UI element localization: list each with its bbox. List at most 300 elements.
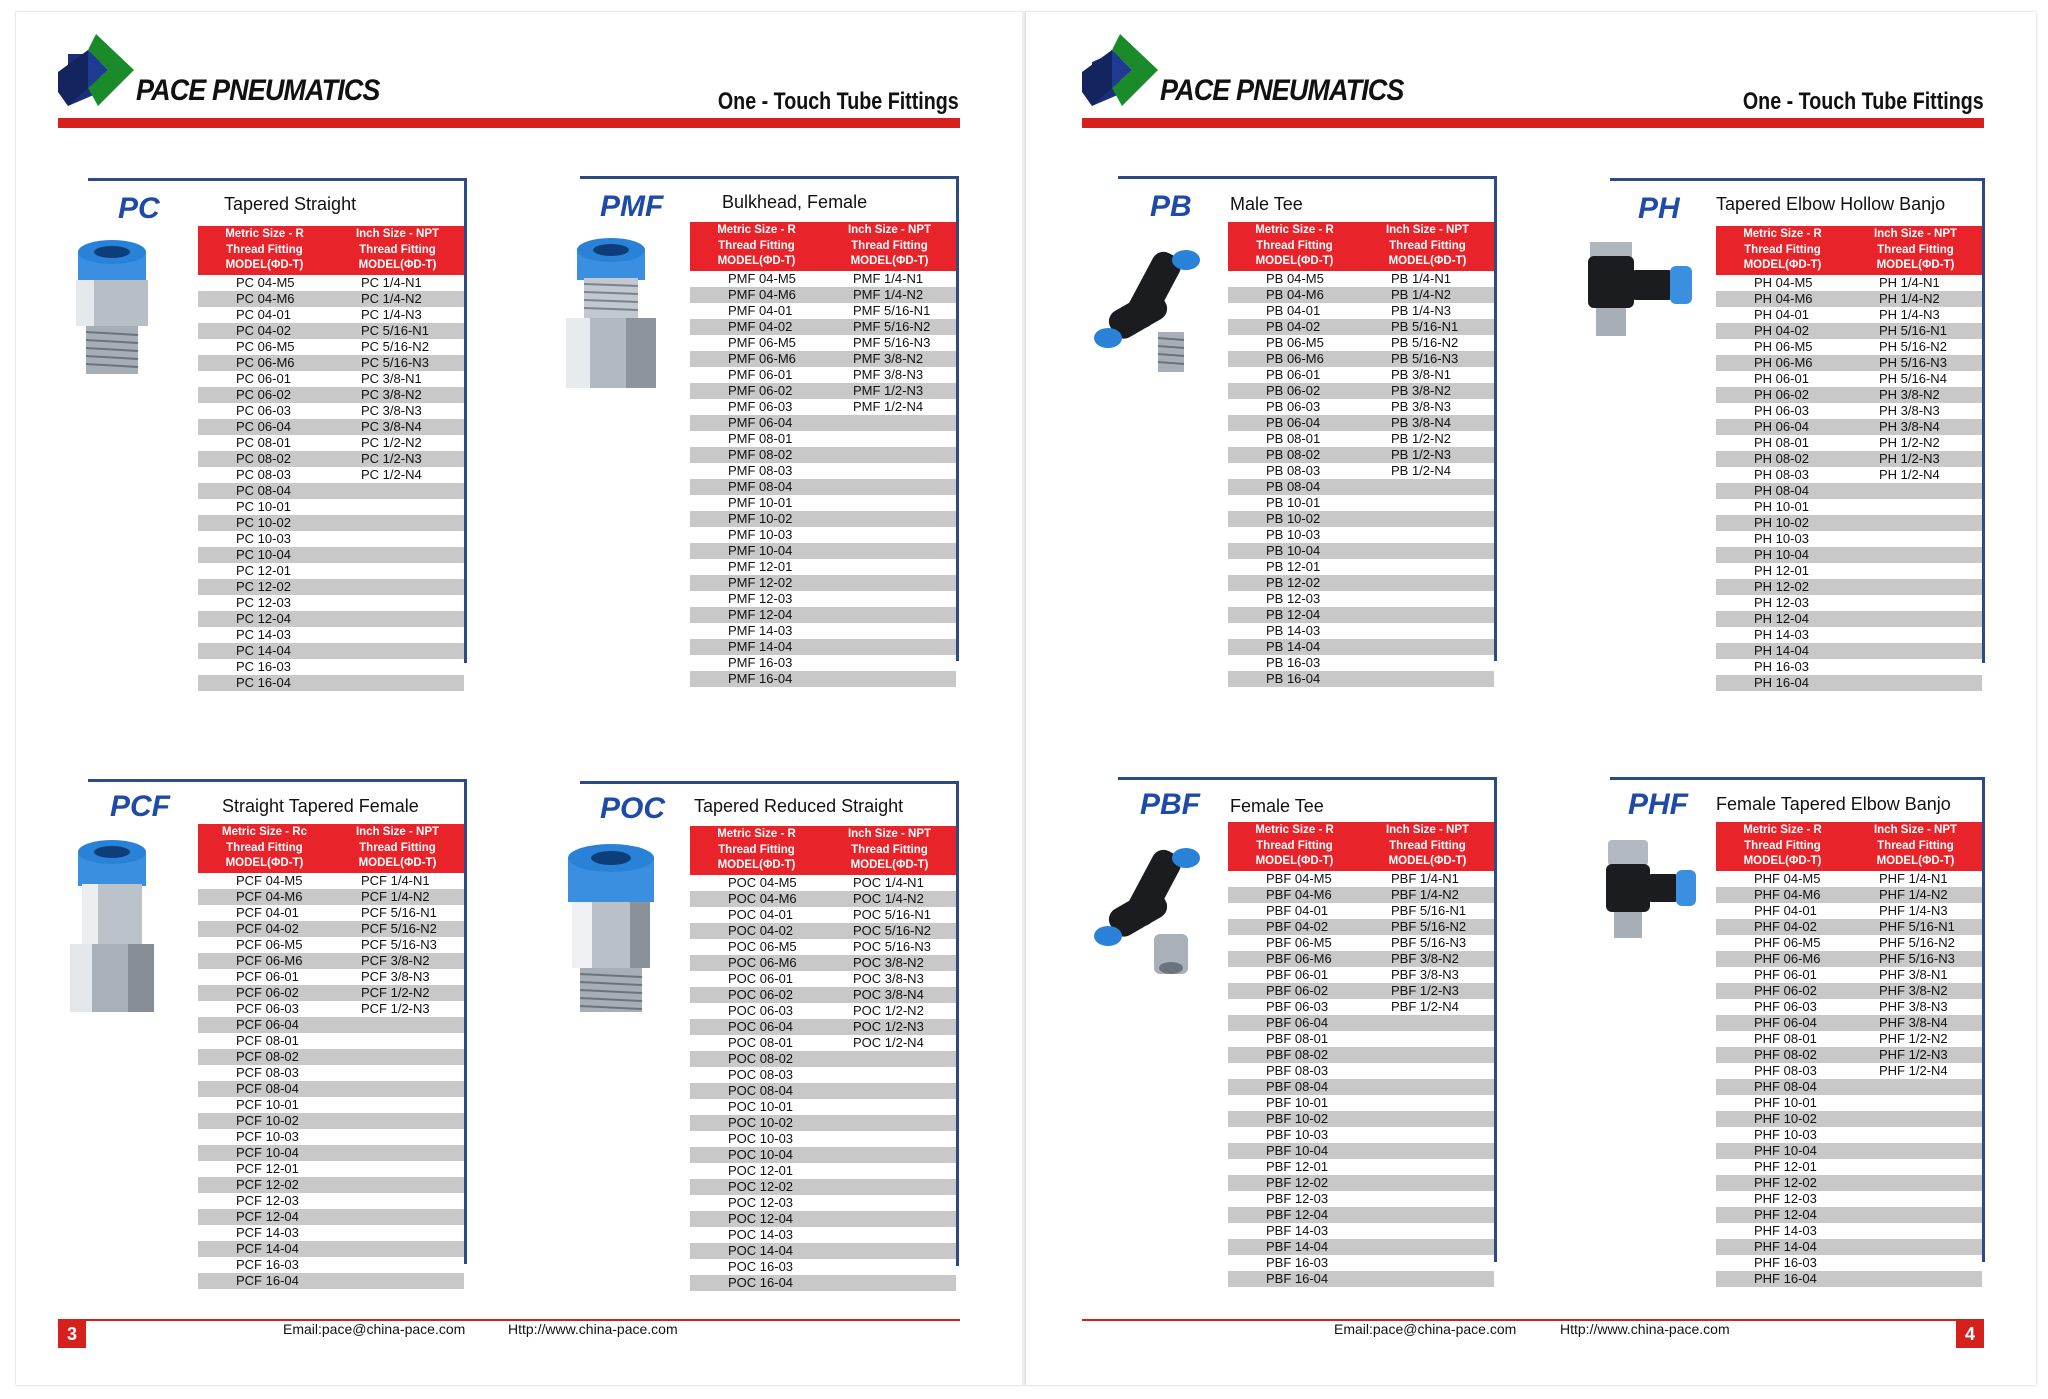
page-number-left: 3 xyxy=(58,1320,86,1348)
metric-model-cell: PB 04-M6 xyxy=(1228,287,1361,303)
inch-model-cell: PC 1/4-N3 xyxy=(331,307,464,323)
metric-model-cell: PH 16-03 xyxy=(1716,659,1849,675)
inch-model-cell: PCF 3/8-N2 xyxy=(331,953,464,969)
metric-model-cell: PH 08-02 xyxy=(1716,451,1849,467)
table-row xyxy=(1716,579,1982,595)
table-row xyxy=(198,627,464,643)
metric-model-cell: PHF 04-02 xyxy=(1716,919,1849,935)
empty-cell xyxy=(1361,1191,1494,1207)
metric-model-cell: PB 06-01 xyxy=(1228,367,1361,383)
metric-model-cell: PB 14-03 xyxy=(1228,623,1361,639)
table-row xyxy=(690,607,956,623)
metric-model-cell: PHF 08-01 xyxy=(1716,1031,1849,1047)
metric-model-cell: PC 04-M6 xyxy=(198,291,331,307)
table-row xyxy=(1228,527,1494,543)
inch-model-cell: PC 3/8-N1 xyxy=(331,371,464,387)
table-row xyxy=(198,323,464,339)
metric-model-cell: PBF 08-03 xyxy=(1228,1063,1361,1079)
empty-cell xyxy=(1849,1223,1982,1239)
empty-cell xyxy=(823,655,956,671)
empty-cell xyxy=(1361,1063,1494,1079)
header-line: MODEL(ΦD-T) xyxy=(1876,259,1955,271)
metric-model-cell: PBF 06-01 xyxy=(1228,967,1361,983)
table-row xyxy=(1228,1175,1494,1191)
metric-model-cell: PMF 12-01 xyxy=(690,559,823,575)
metric-model-cell: PHF 08-03 xyxy=(1716,1063,1849,1079)
table-row xyxy=(690,923,956,939)
metric-model-cell: PCF 12-04 xyxy=(198,1209,331,1225)
empty-cell xyxy=(1849,531,1982,547)
metric-model-cell: PH 08-03 xyxy=(1716,467,1849,483)
female-elbow-banjo-fitting-icon xyxy=(1600,836,1700,951)
metric-model-cell: PC 12-03 xyxy=(198,595,331,611)
metric-model-cell: PB 16-04 xyxy=(1228,671,1361,687)
empty-cell xyxy=(1361,527,1494,543)
header-line: Thread Fitting xyxy=(1256,839,1333,852)
metric-model-cell: PC 06-01 xyxy=(198,371,331,387)
metric-model-cell: PCF 14-04 xyxy=(198,1241,331,1257)
empty-cell xyxy=(1361,1031,1494,1047)
metric-model-cell: PB 12-04 xyxy=(1228,607,1361,623)
empty-cell xyxy=(331,1177,464,1193)
table-row xyxy=(690,543,956,559)
inch-model-cell: PC 3/8-N2 xyxy=(331,387,464,403)
section-code: PHF xyxy=(1628,788,1688,821)
table-row xyxy=(1716,1111,1982,1127)
table-row xyxy=(1228,511,1494,527)
metric-model-cell: PC 08-02 xyxy=(198,451,331,467)
inch-model-cell: PB 3/8-N3 xyxy=(1361,399,1494,415)
metric-model-cell: PHF 12-02 xyxy=(1716,1175,1849,1191)
empty-cell xyxy=(331,1033,464,1049)
section-title: Tapered Reduced Straight xyxy=(694,796,904,816)
table-row xyxy=(1228,655,1494,671)
empty-cell xyxy=(1361,1047,1494,1063)
header-line: MODEL(ΦD-T) xyxy=(1388,855,1467,867)
table-row xyxy=(690,1243,956,1259)
inch-model-cell: PBF 1/4-N1 xyxy=(1361,871,1494,887)
metric-model-cell: POC 08-01 xyxy=(690,1035,823,1051)
header-line: Metric Size - R xyxy=(1743,824,1822,836)
header-line: Thread Fitting xyxy=(718,843,795,856)
header-line: Thread Fitting xyxy=(226,841,303,854)
metric-model-cell: PCF 08-02 xyxy=(198,1049,331,1065)
metric-model-cell: PCF 06-01 xyxy=(198,969,331,985)
inch-model-cell: PH 1/2-N3 xyxy=(1849,451,1982,467)
metric-model-cell: PBF 12-01 xyxy=(1228,1159,1361,1175)
empty-cell xyxy=(823,591,956,607)
table-row xyxy=(198,675,464,691)
metric-model-cell: PH 10-04 xyxy=(1716,547,1849,563)
header-title-right: One - Touch Tube Fittings xyxy=(1743,88,1984,115)
header-red-bar-right xyxy=(1082,118,1984,128)
table-row xyxy=(1716,1031,1982,1047)
table-row xyxy=(690,987,956,1003)
metric-model-cell: PH 06-02 xyxy=(1716,387,1849,403)
empty-cell xyxy=(1849,1175,1982,1191)
empty-cell xyxy=(1361,623,1494,639)
section-code: PMF xyxy=(600,190,664,223)
empty-cell xyxy=(331,499,464,515)
header-line: Metric Size - R xyxy=(1255,224,1334,236)
header-line: Thread Fitting xyxy=(1744,839,1821,852)
table-row xyxy=(1716,1223,1982,1239)
inch-model-cell: PB 3/8-N2 xyxy=(1361,383,1494,399)
table-row xyxy=(1716,1015,1982,1031)
empty-cell xyxy=(331,659,464,675)
inch-model-cell: PBF 3/8-N2 xyxy=(1361,951,1494,967)
metric-model-cell: PC 14-03 xyxy=(198,627,331,643)
inch-header xyxy=(823,222,956,271)
table-row xyxy=(1716,1159,1982,1175)
metric-model-cell: PC 06-02 xyxy=(198,387,331,403)
metric-model-cell: PMF 06-02 xyxy=(690,383,823,399)
empty-cell xyxy=(1849,499,1982,515)
metric-model-cell: POC 08-04 xyxy=(690,1083,823,1099)
empty-cell xyxy=(823,1067,956,1083)
inch-model-cell: PB 1/4-N2 xyxy=(1361,287,1494,303)
table-row xyxy=(1716,403,1982,419)
inch-model-cell: PH 3/8-N3 xyxy=(1849,403,1982,419)
table-row xyxy=(1228,1255,1494,1271)
metric-model-cell: PB 10-03 xyxy=(1228,527,1361,543)
metric-header xyxy=(198,824,331,873)
header-line: Thread Fitting xyxy=(359,243,436,256)
empty-cell xyxy=(331,1081,464,1097)
metric-model-cell: PCF 04-02 xyxy=(198,921,331,937)
empty-cell xyxy=(1849,1191,1982,1207)
inch-model-cell: PBF 3/8-N3 xyxy=(1361,967,1494,983)
table-row xyxy=(690,351,956,367)
inch-model-cell: PCF 5/16-N1 xyxy=(331,905,464,921)
empty-cell xyxy=(1361,511,1494,527)
empty-cell xyxy=(331,611,464,627)
table-row xyxy=(1716,1047,1982,1063)
table-row xyxy=(1716,1063,1982,1079)
inch-model-cell: PH 1/2-N4 xyxy=(1849,467,1982,483)
empty-cell xyxy=(823,1147,956,1163)
metric-model-cell: PC 04-M5 xyxy=(198,275,331,291)
metric-model-cell: PB 14-04 xyxy=(1228,639,1361,655)
table-row xyxy=(1228,383,1494,399)
metric-model-cell: PCF 16-03 xyxy=(198,1257,331,1273)
table-row xyxy=(1716,595,1982,611)
table-row xyxy=(198,435,464,451)
footer-email-left[interactable]: Email:pace@china-pace.com xyxy=(283,1321,466,1337)
inch-model-cell: PCF 1/2-N2 xyxy=(331,985,464,1001)
table-row xyxy=(198,1273,464,1289)
table-row xyxy=(1716,935,1982,951)
table-row xyxy=(198,1017,464,1033)
footer-email-right[interactable]: Email:pace@china-pace.com xyxy=(1334,1321,1517,1337)
metric-model-cell: PMF 08-04 xyxy=(690,479,823,495)
metric-model-cell: PC 04-01 xyxy=(198,307,331,323)
empty-cell xyxy=(1361,495,1494,511)
inch-model-cell: PC 5/16-N3 xyxy=(331,355,464,371)
table-row xyxy=(690,1067,956,1083)
model-table xyxy=(1716,822,1982,1287)
header-line: Inch Size - NPT xyxy=(1385,824,1470,836)
inch-model-cell: POC 1/4-N1 xyxy=(823,875,956,891)
metric-model-cell: PH 06-04 xyxy=(1716,419,1849,435)
inch-model-cell: PC 1/4-N2 xyxy=(331,291,464,307)
inch-model-cell: PB 5/16-N2 xyxy=(1361,335,1494,351)
metric-model-cell: PH 06-M6 xyxy=(1716,355,1849,371)
metric-model-cell: PHF 08-04 xyxy=(1716,1079,1849,1095)
inch-model-cell: PB 1/2-N2 xyxy=(1361,431,1494,447)
header-line: MODEL(ΦD-T) xyxy=(1388,255,1467,267)
table-row xyxy=(198,355,464,371)
empty-cell xyxy=(1849,1239,1982,1255)
footer-line-right xyxy=(1082,1319,1984,1321)
header-line: MODEL(ΦD-T) xyxy=(850,255,929,267)
metric-model-cell: PMF 06-M6 xyxy=(690,351,823,367)
metric-model-cell: PB 12-03 xyxy=(1228,591,1361,607)
metric-model-cell: PBF 04-M5 xyxy=(1228,871,1361,887)
metric-model-cell: POC 16-04 xyxy=(690,1275,823,1291)
bulkhead-fitting-icon xyxy=(556,234,666,409)
metric-model-cell: PHF 04-01 xyxy=(1716,903,1849,919)
table-row xyxy=(690,1211,956,1227)
header-line: Thread Fitting xyxy=(851,843,928,856)
empty-cell xyxy=(331,1273,464,1289)
metric-model-cell: PCF 06-03 xyxy=(198,1001,331,1017)
metric-model-cell: PMF 06-01 xyxy=(690,367,823,383)
empty-cell xyxy=(331,675,464,691)
metric-model-cell: PCF 10-03 xyxy=(198,1129,331,1145)
table-row xyxy=(1228,303,1494,319)
header-line: MODEL(ΦD-T) xyxy=(358,259,437,271)
table-row xyxy=(1228,559,1494,575)
table-row xyxy=(690,655,956,671)
empty-cell xyxy=(1361,479,1494,495)
metric-model-cell: PMF 16-04 xyxy=(690,671,823,687)
metric-model-cell: PB 06-02 xyxy=(1228,383,1361,399)
inch-model-cell: PB 5/16-N1 xyxy=(1361,319,1494,335)
inch-model-cell: PHF 3/8-N4 xyxy=(1849,1015,1982,1031)
table-row xyxy=(198,403,464,419)
metric-model-cell: PHF 12-03 xyxy=(1716,1191,1849,1207)
metric-model-cell: PBF 16-03 xyxy=(1228,1255,1361,1271)
metric-model-cell: PHF 14-04 xyxy=(1716,1239,1849,1255)
table-row xyxy=(1716,999,1982,1015)
model-table xyxy=(198,226,464,691)
metric-model-cell: PHF 06-01 xyxy=(1716,967,1849,983)
inch-model-cell: PMF 3/8-N3 xyxy=(823,367,956,383)
footer-website-right[interactable]: Http://www.china-pace.com xyxy=(1560,1321,1730,1337)
empty-cell xyxy=(823,1179,956,1195)
metric-model-cell: PC 14-04 xyxy=(198,643,331,659)
page-number-right: 4 xyxy=(1956,1320,1984,1348)
section-code: PB xyxy=(1150,190,1192,223)
metric-model-cell: PBF 08-04 xyxy=(1228,1079,1361,1095)
table-row xyxy=(198,339,464,355)
table-row xyxy=(1716,675,1982,691)
metric-model-cell: PCF 08-04 xyxy=(198,1081,331,1097)
model-table xyxy=(1228,222,1494,687)
reduced-straight-fitting-icon xyxy=(556,838,666,1033)
table-row xyxy=(1716,1127,1982,1143)
empty-cell xyxy=(823,463,956,479)
metric-model-cell: PBF 10-02 xyxy=(1228,1111,1361,1127)
metric-model-cell: PH 04-M6 xyxy=(1716,291,1849,307)
empty-cell xyxy=(823,623,956,639)
empty-cell xyxy=(331,563,464,579)
section-code: PCF xyxy=(110,790,170,823)
model-table xyxy=(198,824,464,1289)
table-row xyxy=(1716,1207,1982,1223)
inch-model-cell: POC 3/8-N3 xyxy=(823,971,956,987)
inch-model-cell: POC 5/16-N1 xyxy=(823,907,956,923)
metric-model-cell: PC 06-03 xyxy=(198,403,331,419)
empty-cell xyxy=(1849,1127,1982,1143)
metric-model-cell: PB 04-02 xyxy=(1228,319,1361,335)
table-row xyxy=(198,451,464,467)
table-row xyxy=(1228,1223,1494,1239)
female-tee-fitting-icon xyxy=(1094,838,1214,1003)
empty-cell xyxy=(331,1193,464,1209)
metric-model-cell: PH 10-02 xyxy=(1716,515,1849,531)
metric-model-cell: PH 06-03 xyxy=(1716,403,1849,419)
empty-cell xyxy=(331,1257,464,1273)
table-row xyxy=(690,383,956,399)
table-row xyxy=(690,1259,956,1275)
metric-header xyxy=(690,826,823,875)
table-row xyxy=(1228,335,1494,351)
metric-model-cell: PH 04-01 xyxy=(1716,307,1849,323)
section-title: Bulkhead, Female xyxy=(722,192,868,212)
inch-model-cell: PB 3/8-N1 xyxy=(1361,367,1494,383)
empty-cell xyxy=(1361,607,1494,623)
inch-model-cell: PC 1/2-N3 xyxy=(331,451,464,467)
table-row xyxy=(690,1227,956,1243)
table-row xyxy=(1228,1047,1494,1063)
metric-model-cell: PMF 06-03 xyxy=(690,399,823,415)
metric-model-cell: PHF 06-02 xyxy=(1716,983,1849,999)
metric-model-cell: PC 08-04 xyxy=(198,483,331,499)
inch-model-cell: PCF 5/16-N3 xyxy=(331,937,464,953)
table-row xyxy=(198,1161,464,1177)
table-row xyxy=(198,547,464,563)
header-line: Thread Fitting xyxy=(226,243,303,256)
table-row xyxy=(1228,1095,1494,1111)
table-row xyxy=(1228,1143,1494,1159)
inch-model-cell: PH 5/16-N3 xyxy=(1849,355,1982,371)
metric-model-cell: PH 16-04 xyxy=(1716,675,1849,691)
metric-model-cell: PMF 10-01 xyxy=(690,495,823,511)
header-line: MODEL(ΦD-T) xyxy=(717,255,796,267)
empty-cell xyxy=(331,1017,464,1033)
empty-cell xyxy=(823,1275,956,1291)
inch-model-cell: PC 1/2-N4 xyxy=(331,467,464,483)
metric-model-cell: PMF 04-01 xyxy=(690,303,823,319)
table-row xyxy=(1716,1191,1982,1207)
inch-model-cell: PBF 5/16-N2 xyxy=(1361,919,1494,935)
table-row xyxy=(1228,935,1494,951)
table-row xyxy=(1228,495,1494,511)
male-tee-fitting-icon xyxy=(1094,240,1214,405)
header-line: Metric Size - R xyxy=(1255,824,1334,836)
metric-model-cell: PB 08-01 xyxy=(1228,431,1361,447)
metric-model-cell: POC 16-03 xyxy=(690,1259,823,1275)
inch-header xyxy=(1361,222,1494,271)
metric-model-cell: PC 08-01 xyxy=(198,435,331,451)
inch-model-cell: PBF 1/2-N4 xyxy=(1361,999,1494,1015)
inch-header xyxy=(1361,822,1494,871)
metric-header xyxy=(1716,822,1849,871)
metric-model-cell: PBF 06-M5 xyxy=(1228,935,1361,951)
table-row xyxy=(198,889,464,905)
empty-cell xyxy=(823,1227,956,1243)
empty-cell xyxy=(331,1049,464,1065)
cube-logo-icon xyxy=(1082,32,1160,108)
table-row xyxy=(1228,1015,1494,1031)
metric-model-cell: POC 04-01 xyxy=(690,907,823,923)
metric-model-cell: POC 12-01 xyxy=(690,1163,823,1179)
inch-model-cell: POC 5/16-N2 xyxy=(823,923,956,939)
section-title: Female Tee xyxy=(1230,796,1324,816)
header-red-bar-left xyxy=(58,118,960,128)
inch-model-cell: POC 3/8-N2 xyxy=(823,955,956,971)
metric-model-cell: PHF 10-04 xyxy=(1716,1143,1849,1159)
empty-cell xyxy=(1849,515,1982,531)
inch-model-cell: PMF 3/8-N2 xyxy=(823,351,956,367)
footer-website-left[interactable]: Http://www.china-pace.com xyxy=(508,1321,678,1337)
inch-model-cell: PCF 5/16-N2 xyxy=(331,921,464,937)
table-row xyxy=(198,953,464,969)
table-row xyxy=(690,891,956,907)
table-row xyxy=(690,399,956,415)
empty-cell xyxy=(1361,655,1494,671)
empty-cell xyxy=(823,431,956,447)
table-row xyxy=(198,1129,464,1145)
table-row xyxy=(198,1241,464,1257)
metric-model-cell: PB 10-04 xyxy=(1228,543,1361,559)
empty-cell xyxy=(331,1129,464,1145)
header-line: MODEL(ΦD-T) xyxy=(225,259,304,271)
header-line: MODEL(ΦD-T) xyxy=(1743,259,1822,271)
empty-cell xyxy=(823,415,956,431)
metric-model-cell: POC 06-02 xyxy=(690,987,823,1003)
table-row xyxy=(198,1209,464,1225)
metric-model-cell: PC 06-04 xyxy=(198,419,331,435)
empty-cell xyxy=(823,559,956,575)
metric-model-cell: PMF 08-01 xyxy=(690,431,823,447)
metric-model-cell: PMF 10-03 xyxy=(690,527,823,543)
header-line: Metric Size - R xyxy=(1743,228,1822,240)
empty-cell xyxy=(823,1115,956,1131)
metric-model-cell: PHF 10-02 xyxy=(1716,1111,1849,1127)
empty-cell xyxy=(331,515,464,531)
inch-model-cell: PB 1/2-N4 xyxy=(1361,463,1494,479)
metric-model-cell: PC 06-M6 xyxy=(198,355,331,371)
metric-model-cell: POC 14-04 xyxy=(690,1243,823,1259)
empty-cell xyxy=(1849,611,1982,627)
header-line: MODEL(ΦD-T) xyxy=(717,859,796,871)
table-row xyxy=(690,1147,956,1163)
inch-model-cell: PMF 1/4-N2 xyxy=(823,287,956,303)
inch-model-cell: PHF 1/2-N3 xyxy=(1849,1047,1982,1063)
metric-model-cell: PC 16-03 xyxy=(198,659,331,675)
table-row xyxy=(1716,1271,1982,1287)
section-title: Tapered Straight xyxy=(224,194,357,214)
metric-model-cell: POC 10-01 xyxy=(690,1099,823,1115)
metric-model-cell: PH 12-03 xyxy=(1716,595,1849,611)
empty-cell xyxy=(1361,1271,1494,1287)
metric-model-cell: PB 04-01 xyxy=(1228,303,1361,319)
table-row xyxy=(690,1131,956,1147)
empty-cell xyxy=(823,1259,956,1275)
